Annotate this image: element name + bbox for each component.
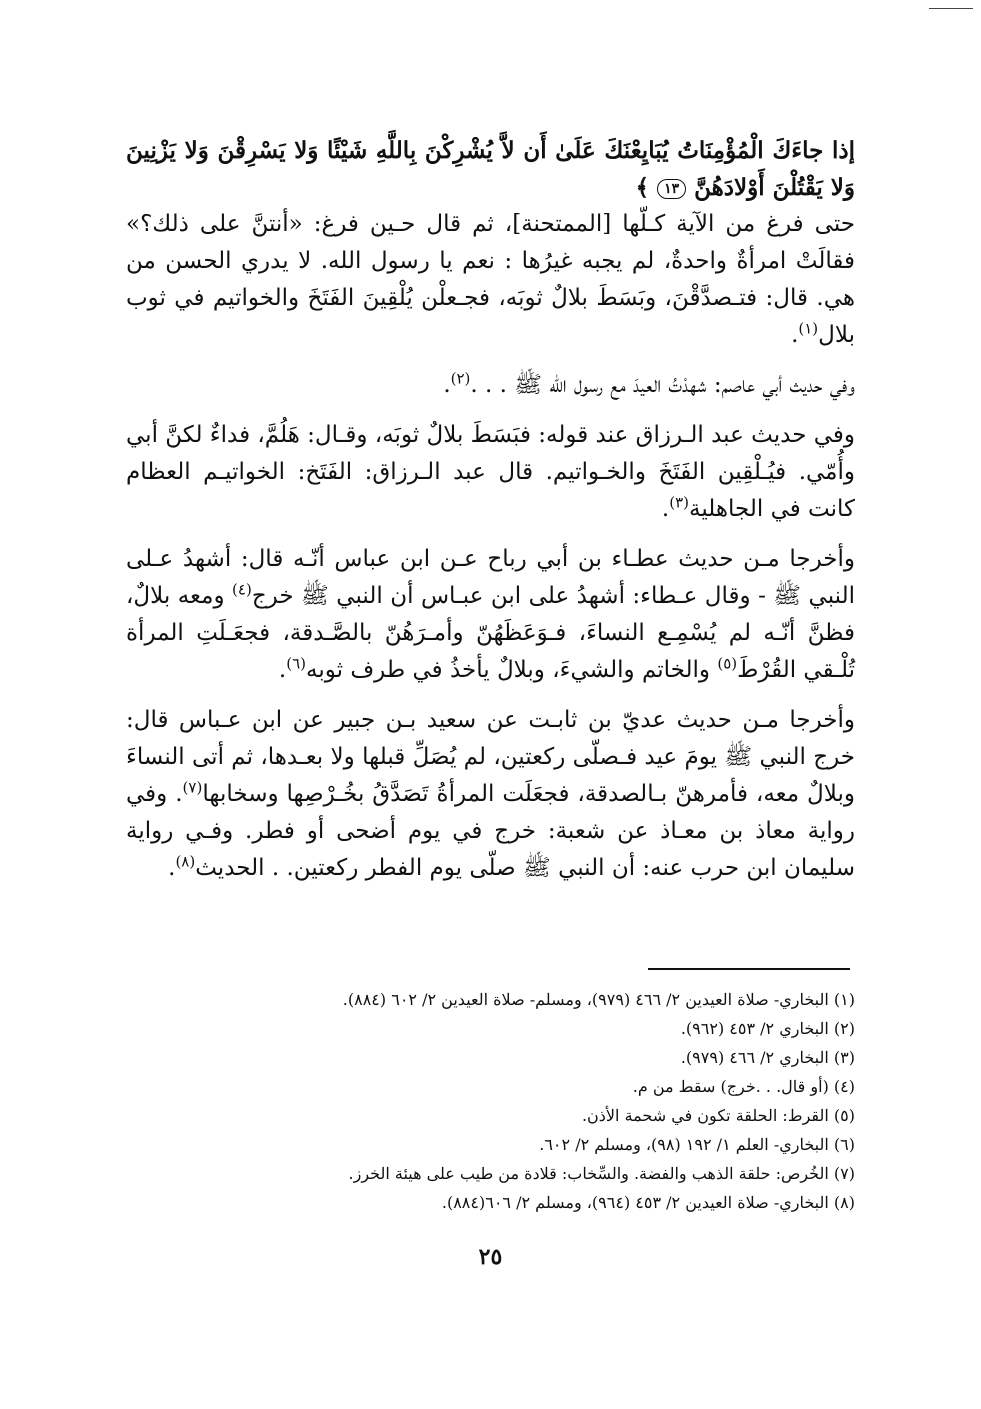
- main-text: [126, 132, 855, 900]
- footnote-ref-7[interactable]: (٧): [182, 778, 203, 797]
- paragraph-1-tail: .: [791, 322, 799, 348]
- paragraph-4-text-a: وأخرجا مـن حديث عطـاء بن أبي رباح عـن ابن عباس أنّـه قال: أشهدُ عـلى النبي ﷺ - وقال عـطاء: أشهدُ على ابن عبـاس أن النبي ﷺ خرج: [126, 546, 855, 609]
- paragraph-4: [126, 541, 855, 689]
- paragraph-4-text-c: والخاتم والشيءَ، وبلالٌ يأخذُ في طرف ثوبه: [306, 657, 718, 683]
- footnote-2: (٢) البخاري ٢/ ٤٥٣ (٩٦٢).: [680, 1019, 855, 1038]
- footnote-3: (٣) البخاري ٢/ ٤٦٦ (٩٧٩).: [680, 1048, 855, 1067]
- ayah-number-marker: ١٣: [657, 179, 686, 199]
- footnote-6: (٦) البخاري- العلم ١/ ١٩٢ (٩٨)، ومسلم ٢/ ٦٠٢.: [539, 1135, 855, 1154]
- paragraph-3-text: وفي حديث عبد الـرزاق عند قوله: فبَسَطَ بلالٌ ثوبَه، وقـال: هَلُمَّ، فداءٌ لكنَّ أبي وأُمّي. فيُـلْقِين الفَتَخَ والخـواتيم. قال عبد الـرزاق: الفَتَخ: الخواتيـم العظام كانت في الجاهلية: [126, 422, 855, 522]
- footnote-5: (٥) القرط: الحلقة تكون في شحمة الأذن.: [581, 1106, 855, 1125]
- paragraph-2-text: وفي حديث أبي عاصم: شهدْتُ العيدَ مع رسول الله ﷺ . . .: [470, 372, 855, 398]
- footnote-ref-2[interactable]: (٢): [450, 369, 471, 388]
- footnote-4: (٤) (أو قال. . .خرج) سقط من م.: [632, 1077, 855, 1096]
- footnote-ref-1[interactable]: (١): [798, 319, 819, 338]
- paragraph-4-tail: .: [278, 657, 287, 683]
- footnote-ref-4[interactable]: (٤): [232, 580, 252, 599]
- paragraph-5-text-a: وأخرجا مـن حديث عديّ بن ثابـت عن سعيد بـن جبير عن ابن عـباس قال: خرج النبي ﷺ يومَ عيد فـصلّى ركعتين، لم يُصَلِّ قبلها ولا بعـدها، ثم أتى النساءَ وبلالٌ معه، فأمرهنّ بـالصدقة، فجعَلَت المرأةُ تَصَدَّقُ بخُـرْصِها وسخابها: [126, 707, 855, 807]
- footnote-separator: [648, 968, 850, 970]
- paragraph-2-tail: .: [443, 372, 451, 398]
- paragraph-1: [126, 206, 855, 354]
- footnote-ref-3[interactable]: (٣): [669, 493, 689, 512]
- footnotes: [126, 985, 855, 1217]
- quran-close-bracket: ﴾: [635, 174, 650, 201]
- paragraph-5-tail: .: [168, 855, 176, 881]
- quran-verse-text: إذا جاءَكَ الْمُؤْمِنَاتُ يُبَايِعْنَكَ عَلَىٰ أَن لاَّ يُشْرِكْنَ بِاللَّهِ شَيْئًا وَلا يَسْرِقْنَ وَلا يَزْنِينَ وَلا يَقْتُلْنَ أَوْلادَهُنَّ: [126, 137, 855, 201]
- paragraph-3: [126, 417, 855, 528]
- paragraph-3-tail: .: [661, 496, 670, 522]
- paragraph-5-text-b: . وفي رواية معاذ بن معـاذ عن شعبة: خرج في يوم أضحى أو فطر. وفـي رواية سليمان ابن حرب عنه: أن النبي ﷺ صلّى يوم الفطر ركعتين. . الحديث: [126, 781, 855, 881]
- paragraph-4-text-b: ومعه بلالٌ، فظنَّ أنّـه لم يُسْمِـع النساءَ، فـوَعَظَهُنّ وأمـرَهُنّ بالصَّـدقة، فجعَـلَتِ المرأة تُلْـقي القُرْطَ: [126, 583, 855, 683]
- footnote-ref-6[interactable]: (٦): [286, 654, 306, 673]
- footnote-7: (٧) الخُرص: حلقة الذهب والفضة. والسِّخاب: قلادة من طيب على هيئة الخرز.: [348, 1164, 855, 1183]
- footnote-1: (١) البخاري- صلاة العيدين ٢/ ٤٦٦ (٩٧٩)، ومسلم- صلاة العيدين ٢/ ٦٠٢ (٨٨٤).: [342, 990, 855, 1009]
- page-number: ٢٥: [478, 1244, 503, 1270]
- footnote-ref-8[interactable]: (٨): [175, 852, 196, 871]
- paragraph-1-text: حتى فرغ من الآية كـلّها [الممتحنة]، ثم قال حـين فرغ: «أنتنَّ على ذلك؟» فقالَتْ امرأةٌ واحدةٌ، لم يجبه غيرُها : نعم يا رسول الله. لا يدري الحسن من هي. قال: فتـصدَّقْنَ، وبَسَطَ بلالٌ ثوبَه، فجـعلْن يُلْقِينَ الفَتَخَ والخواتيم في ثوب بلال: [126, 211, 855, 348]
- corner-rule: [929, 8, 973, 9]
- footnote-ref-5[interactable]: (٥): [717, 654, 738, 673]
- paragraph-5: [126, 702, 855, 887]
- footnote-8: (٨) البخاري- صلاة العيدين ٢/ ٤٥٣ (٩٦٤)، ومسلم ٢/ ٦٠٦(٨٨٤).: [441, 1193, 855, 1212]
- quran-verse: [126, 132, 855, 206]
- paragraph-2: [126, 367, 855, 404]
